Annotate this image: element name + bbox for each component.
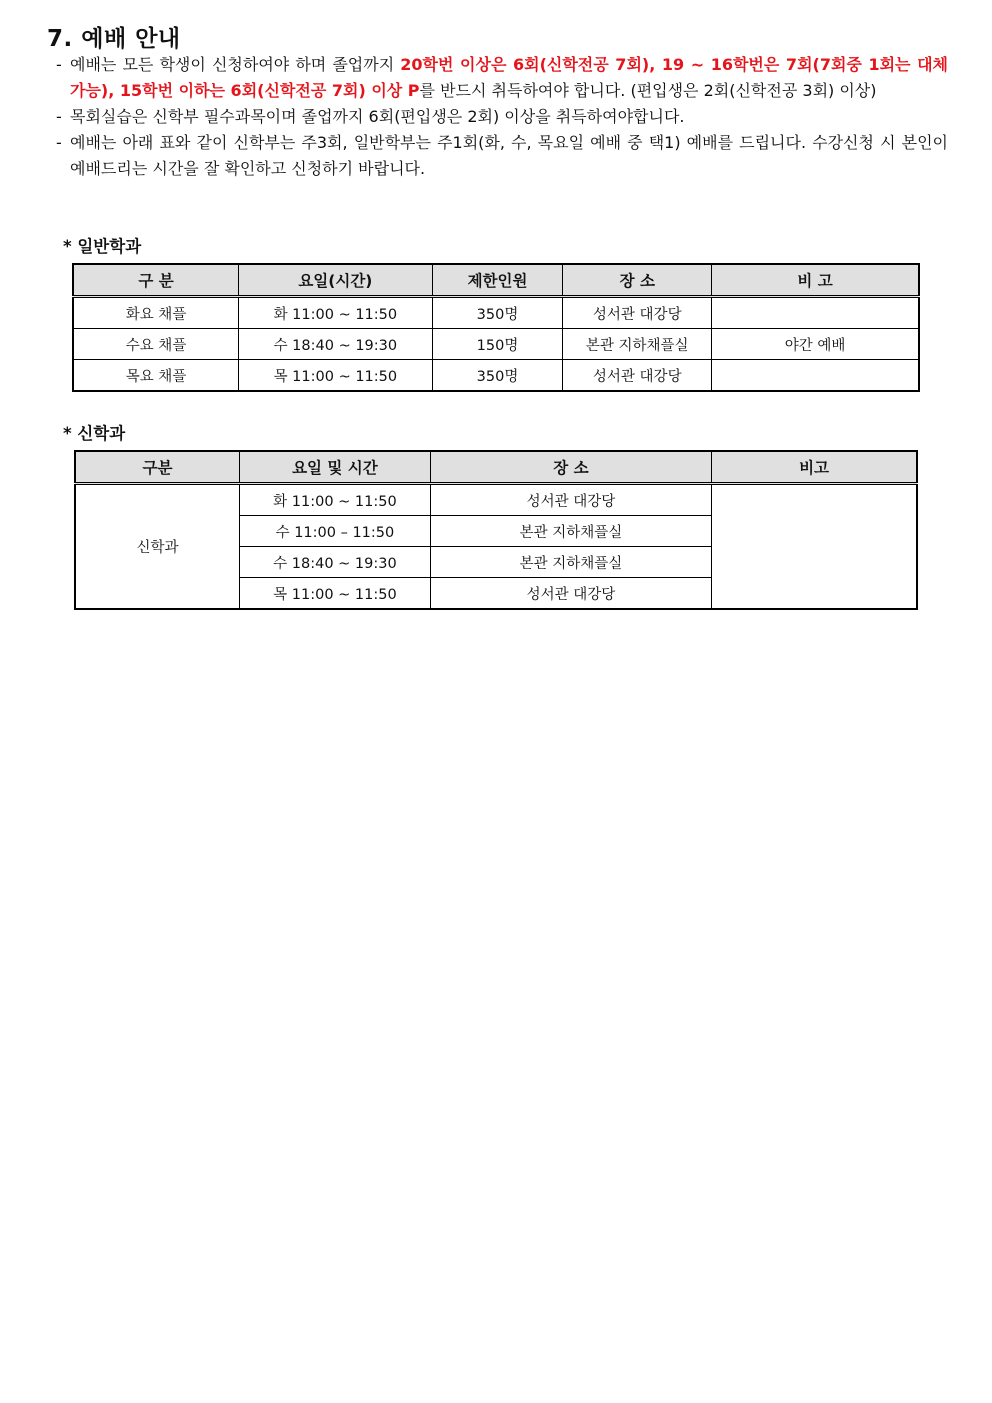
table-cell: 목요 채플 — [73, 360, 239, 392]
remark-cell — [712, 484, 917, 610]
column-header: 장 소 — [563, 264, 712, 297]
note-text: 예배는 아래 표와 같이 신학부는 주3회, 일반학부는 주1회(화, 수, 목요일 예배 중 택1) 예배를 드립니다. 수강신청 시 본인이 예배드리는 시간을 잘 확인하고 신청하기 바랍니다. — [70, 133, 948, 178]
note-text-highlight: 20학번 이상은 6회(신학전공 7회), 19 ~ 16학번은 7회(7회중 1회는 대체가능), 15학번 이하는 6회(신학전공 7회) 이상 P — [70, 55, 949, 100]
table-row — [73, 360, 919, 392]
note-dash: - — [56, 107, 62, 126]
column-header: 구분 — [75, 451, 240, 484]
column-header: 비 고 — [712, 264, 919, 297]
table-cell: 수 18:40 ~ 19:30 — [240, 547, 431, 578]
theology-dept-table — [74, 450, 918, 610]
group-cell: 신학과 — [75, 484, 240, 610]
table-cell: 본관 지하채플실 — [430, 547, 711, 578]
table-cell: 350명 — [432, 360, 563, 392]
table-row — [73, 329, 919, 360]
table-cell: 목 11:00 ~ 11:50 — [239, 360, 433, 392]
table-cell: 성서관 대강당 — [430, 578, 711, 610]
table-cell — [712, 297, 919, 329]
note-text-part: 예배는 모든 학생이 신청하여야 하며 졸업까지 — [70, 55, 401, 74]
table-cell: 본관 지하채플실 — [563, 329, 712, 360]
table-cell: 수 18:40 ~ 19:30 — [239, 329, 433, 360]
column-header: 요일(시간) — [239, 264, 433, 297]
table-cell: 본관 지하채플실 — [430, 516, 711, 547]
column-header: 요일 및 시간 — [240, 451, 431, 484]
table-cell: 150명 — [432, 329, 563, 360]
column-header: 구 분 — [73, 264, 239, 297]
table-cell: 350명 — [432, 297, 563, 329]
note-ministry-practice — [56, 104, 948, 130]
column-header: 제한인원 — [432, 264, 563, 297]
table-cell: 수요 채플 — [73, 329, 239, 360]
table-cell: 수 11:00 – 11:50 — [240, 516, 431, 547]
note-worship-requirement — [56, 52, 948, 104]
note-text-part: 를 반드시 취득하여야 합니다. (편입생은 2회(신학전공 3회) 이상) — [419, 81, 877, 100]
general-dept-title: * 일반학과 — [63, 237, 142, 256]
table-cell: 성서관 대강당 — [563, 360, 712, 392]
table-cell: 야간 예배 — [712, 329, 919, 360]
note-schedule-info — [56, 130, 948, 182]
table-cell: 화요 채플 — [73, 297, 239, 329]
table-cell: 성서관 대강당 — [430, 484, 711, 516]
table-header-row — [73, 264, 919, 297]
table-cell: 화 11:00 ~ 11:50 — [240, 484, 431, 516]
table-header-row — [75, 451, 917, 484]
note-text: 목회실습은 신학부 필수과목이며 졸업까지 6회(편입생은 2회) 이상을 취득하여야합니다. — [70, 107, 685, 126]
notes-list — [56, 52, 948, 182]
column-header: 장 소 — [430, 451, 711, 484]
section-title: 7. 예배 안내 — [47, 26, 181, 52]
note-dash: - — [56, 133, 62, 152]
general-dept-table — [72, 263, 920, 392]
column-header: 비고 — [712, 451, 917, 484]
table-cell: 성서관 대강당 — [563, 297, 712, 329]
table-cell: 목 11:00 ~ 11:50 — [240, 578, 431, 610]
table-row — [75, 484, 917, 516]
table-cell — [712, 360, 919, 392]
theology-dept-title: * 신학과 — [63, 424, 126, 443]
note-text — [70, 52, 948, 104]
note-dash: - — [56, 55, 62, 74]
table-row — [73, 297, 919, 329]
table-cell: 화 11:00 ~ 11:50 — [239, 297, 433, 329]
